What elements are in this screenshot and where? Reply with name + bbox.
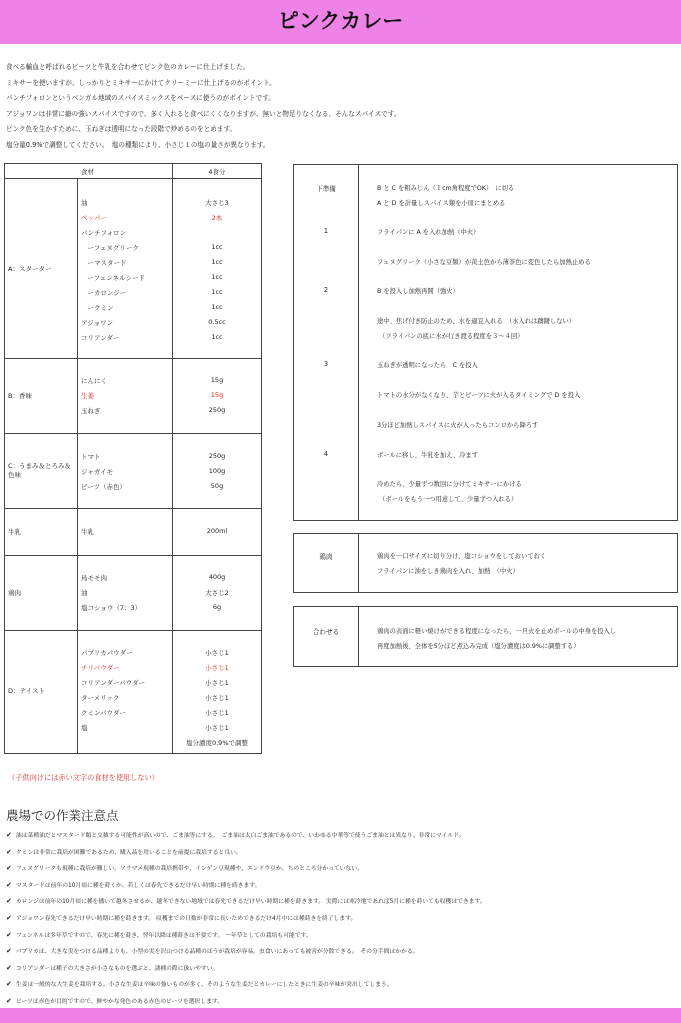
check-icon: ✔ [6,996,12,1005]
list-item: ✔ アジョワン春先できるだけ早い時期に種を蒔きます。 収穫までの日数が非常に長いためできるだけ4月中には種蒔きを終了します。 [6,913,357,922]
ingredient-name: 牛乳 [81,528,94,536]
ingredient-amount: 1cc [211,243,223,251]
check-icon: ✔ [6,864,12,873]
ingredient-name: 油 [81,199,88,207]
ingredient-name: コリアンダーパウダー [81,679,146,687]
check-icon: ✔ [6,913,12,922]
intro-line: ピンク色を生かすために、玉ねぎは透明になった段階で炒めるのをとめます。 [6,125,237,133]
ingredient-amount: 小さじ1 [205,649,229,657]
ingredient-name: ジャガイモ [81,468,114,476]
step-label: 合わせる [312,628,340,636]
ingredient-name: 鳥モモ肉 [81,574,107,582]
step-line: フライパンに A を入れ加熱（中火） [377,229,480,236]
group-label: 牛乳 [8,528,21,536]
header-ingredient: 食材 [81,168,94,176]
step-label: 2 [323,286,329,294]
step-line: フェヌグリーク（小さな豆類）が黄土色から薄茶色に変色したら加熱止める [377,259,591,266]
intro-line: ミキサーを使いますが、しっかりとミキサーにかけてクリーミーに仕上げるのがポイント。 [6,78,276,87]
ingredient-name: パプリカパウダー [81,649,133,657]
step-line: B を投入し加熱再開（強火） [377,288,459,295]
check-icon: ✔ [6,831,12,839]
ingredient-amount: 小さじ1 [205,724,229,732]
group-milk [5,509,261,556]
list-item: ✔ カロンジは前年の10月頃に種を播いて越冬させるか、越冬できない地域では春先できるだけ早い時期に種を蒔きます。 実際には寒冷地であれば5月に種を蒔いても収穫はできます。 [6,897,486,906]
ingredient-amount: 1cc [211,258,223,266]
check-icon: ✔ [6,847,12,856]
group-label: B：香味 [8,392,32,400]
ingredient-name: チリパウダー [81,664,120,672]
ingredient-amount: 15g [210,391,224,399]
ingredient-name: 塩コショウ（7：3） [81,604,142,612]
step-line: B と C を粗みじん（１cm角程度でOK） に切る [377,185,515,192]
list-item: ✔ マスタードは前年の10月頃に種を蒔くか、若しくは春先できるだけ早い時期に種を蒔きます。 [6,880,261,889]
ingredient-amount: 100g [208,467,226,475]
intro-line: 食べる輸血と呼ばれるビーツと牛乳を合わせてピンク色のカレーに仕上げました。 [6,63,250,71]
group-b [5,359,261,434]
ingredient-name: コリアンダー [81,334,120,342]
ingredient-name: ーマスタード [81,259,127,267]
ingredient-amount: 400g [208,573,226,581]
step-line: トマトの水分がなくなり、芋とビーツに火が入るタイミングで D を投入 [377,392,581,399]
ingredient-name: クミンパウダー [81,709,126,717]
ingredient-name: 油 [81,589,88,597]
step-line: 冷めたら、少量ずつ数回に分けてミキサーにかける [377,481,522,488]
step-line: 3分ほど加熱しスパイスに火が入ったらコンロから降ろす [377,422,539,429]
group-a [5,179,261,359]
ingredient-name: ーフェンネルシード [81,274,145,282]
ingredient-amount: 小さじ1 [205,679,229,687]
step-line: フライパンに油をしき鶏肉を入れ、加熱 （中火） [377,568,519,575]
ingredient-amount: 1cc [211,303,223,311]
ingredient-amount: 200ml [206,527,228,535]
ingredient-amount: 小さじ1 [205,694,229,702]
ingredient-amount: 1cc [211,333,223,341]
steps-box [293,164,678,521]
ingredient-amount: 6g [212,603,222,611]
step-label: 3 [323,360,329,368]
intro-line: アジョワンは非常に癖の強いスパイスですので、多く入れると食べにくくなりますが、無いと物足りなくなる、そんなスパイスです。 [6,109,401,118]
chicken-box [293,533,678,593]
ingredients-table-header [5,164,261,179]
child-note: （子供向けには赤い文字の食材を使用しない） [8,773,159,782]
ingredient-name: ーカロンジー [81,289,127,297]
ingredient-name: ビーツ（赤色） [81,483,126,491]
header-servings: 4食分 [208,168,226,176]
intro-text [6,60,676,153]
ingredient-amount: 250g [208,452,226,460]
ingredient-name: ーフェヌグリーク [81,244,139,252]
step-label: 4 [323,450,329,458]
ingredient-amount: 小さじ1 [205,664,229,672]
step-label: 鶏肉 [319,553,333,561]
group-label: C：うまみ＆とろみ＆色味 [8,462,72,479]
step-line: A と D を計量しスパイス類を小皿にまとめる [377,200,506,207]
ingredient-name: パンチフォロン [81,229,127,237]
check-icon: ✔ [6,980,12,989]
ingredient-name: 塩 [81,724,88,732]
ingredient-amount: 50g [210,482,224,490]
intro-line: パンチフォロンというベンガル地域のスパイスミックスをベースに使うのがポイントです。 [6,94,275,102]
check-icon: ✔ [6,880,12,889]
ingredients-table [4,163,262,754]
list-item: ✔ 生姜は一般的な大生姜を栽培する。小さな生姜は辛味の強いものが多く、そのような生姜だとカレーにしたときに生姜の辛味が突出してしまう。 [6,980,393,989]
ingredient-name: トマト [81,453,101,461]
farm-section-title: 農場での作業注意点 [6,808,119,823]
intro-line: 塩分量0.9%で調整してください。 塩の種類により、小さじ１の塩の量さが異なります。 [6,140,270,149]
ingredient-name: アジョワン [81,319,114,327]
step-line: 鶏肉を一口サイズに切り分け、塩コショウをしておいておく [377,553,547,560]
group-label: D：テイスト [8,687,45,695]
salt-note: 塩分濃度0.9%で調整 [185,739,248,747]
ingredient-amount: 2本 [211,214,223,222]
bottom-banner [0,1008,681,1023]
list-item: ✔ ビーツは赤色が目的ですので、鮮やかな発色のある赤色のビーツを選択します。 [6,996,224,1005]
step-line: ボールに移し、牛乳を加え、冷ます [377,452,479,459]
ingredient-name: ターメリック [81,694,120,702]
check-icon: ✔ [6,963,12,972]
ingredient-name: ペッパー [81,214,107,222]
combine-box [293,606,678,667]
step-line: （フライパンの底に水が行き渡る程度を３〜４回） [379,333,524,340]
step-line: 再度加熱後、全体を5分ほど煮込み完成（塩分濃度は0.9%に調整する） [377,643,580,650]
ingredient-amount: 1cc [211,273,223,281]
list-item: ✔ パプリカは、大きな実をつける品種よりも、小型の実を沢山つける品種のほうが栽培が容易。虫食いにあっても被害が分散できる。 その分手間はかかる。 [6,947,419,956]
ingredient-amount: 大さじ2 [205,589,229,597]
list-item: ✔ 油は菜種油だとマスタード類と交雑する可能性が高いので、ごま油等にする。 ごま油は太白ごま油であるので、いわゆる中華等で使うごま油とは異なり、非常にマイルド。 [6,831,465,839]
list-item: ✔ フェンネルは多年草ですので、春先に種を蒔き、翌年以降は種蒔きは不要です。 一年草としての栽培も可能です。 [6,930,312,939]
ingredient-amount: 0.5cc [208,318,226,326]
group-d [5,631,261,753]
ingredient-amount: 小さじ1 [205,709,229,717]
group-chicken [5,556,261,631]
farm-notes-list [6,828,676,1011]
step-label: 1 [323,227,329,235]
group-label: 鶏肉 [8,589,21,597]
step-line: 玉ねぎが透明になったら C を投入 [377,362,478,369]
step-label: 下準備 [316,185,336,193]
ingredient-name: にんにく [81,377,107,385]
step-line: （ボールをもう一つ用意して、少量ずつ入れる） [379,496,518,503]
ingredient-amount: 15g [210,376,224,384]
step-line: 途中、焦げ付き防止のため、水を適宜入れる （水入れは躊躇しない） [377,318,576,325]
ingredient-amount: 大さじ3 [205,199,229,207]
check-icon: ✔ [6,930,12,939]
group-label: A：スターター [8,265,52,273]
list-item: ✔ フェヌグリークも現種に栽培が難しい。ソラマメ現種の栽培携帯や、インゲン豆現種や、エンドウ豆か、ちのところ分かっていない。 [6,864,363,873]
ingredient-amount: 250g [208,406,226,414]
list-item: ✔ コリアンダーは種子の大きさが小さなものを選ぶと、誘種の際に扱いやすい。 [6,963,219,972]
group-c [5,434,261,509]
ingredient-name: ークミン [81,304,114,312]
ingredient-amount: 1cc [211,288,223,296]
ingredient-name: 生姜 [81,392,94,400]
step-line: 鶏肉の表面に軽い焼けができる程度になったら、一旦火を止めボールの中身を投入し [377,628,617,635]
ingredient-name: 玉ねぎ [81,407,101,415]
check-icon: ✔ [6,897,12,906]
list-item: ✔ クミンは非常に栽培が困難であるため、購入品を用いることを前提に栽培すると良い。 [6,847,242,856]
page-title: ピンクカレー [277,9,404,33]
check-icon: ✔ [6,947,12,956]
